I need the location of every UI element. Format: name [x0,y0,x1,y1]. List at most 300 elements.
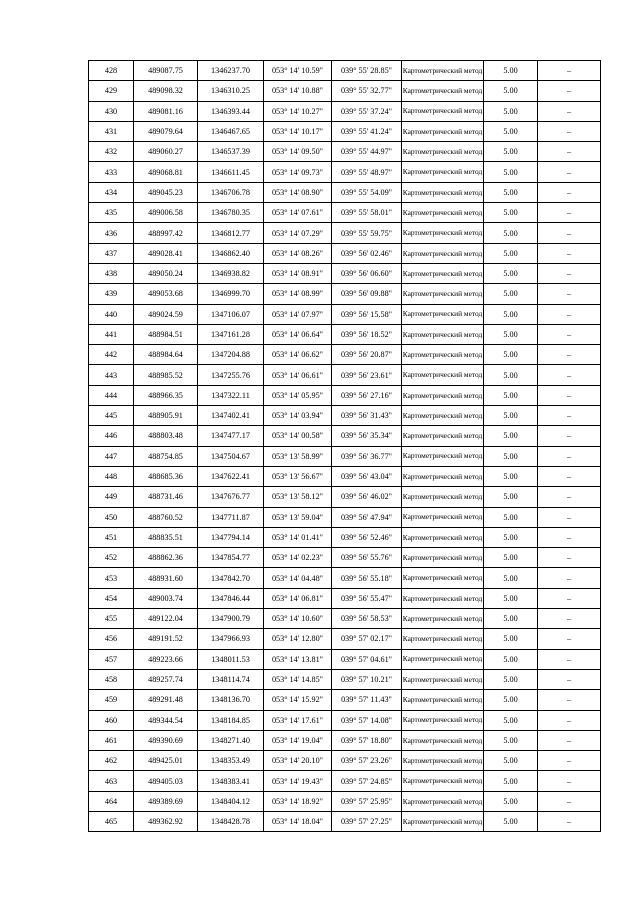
point-number-cell: 432 [89,142,134,162]
accuracy-cell: 5.00 [484,182,538,202]
table-row [89,426,601,446]
table-row [89,142,601,162]
table-row [89,284,601,304]
point-number-cell: 456 [89,629,134,649]
note-cell: – [538,446,601,466]
method-cell: Картометрический метод [402,324,484,344]
method-cell: Картометрический метод [402,730,484,750]
accuracy-cell: 5.00 [484,365,538,385]
method-cell: Картометрический метод [402,507,484,527]
table-row [89,263,601,283]
longitude-cell: 039° 56' 20.87" [332,345,402,365]
table-row [89,101,601,121]
method-cell: Картометрический метод [402,710,484,730]
x-coordinate-cell: 488905.91 [134,406,198,426]
x-coordinate-cell: 489122.04 [134,609,198,629]
accuracy-cell: 5.00 [484,588,538,608]
x-coordinate-cell: 489053.68 [134,284,198,304]
note-cell: – [538,81,601,101]
accuracy-cell: 5.00 [484,487,538,507]
longitude-cell: 039° 56' 46.02" [332,487,402,507]
latitude-cell: 053° 14' 09.50" [264,142,332,162]
longitude-cell: 039° 57' 02.17" [332,629,402,649]
y-coordinate-cell: 1346310.25 [198,81,264,101]
table-row [89,507,601,527]
point-number-cell: 444 [89,385,134,405]
latitude-cell: 053° 14' 07.29" [264,223,332,243]
note-cell: – [538,263,601,283]
method-cell: Картометрический метод [402,304,484,324]
accuracy-cell: 5.00 [484,669,538,689]
accuracy-cell: 5.00 [484,324,538,344]
point-number-cell: 464 [89,791,134,811]
note-cell: – [538,365,601,385]
y-coordinate-cell: 1346999.70 [198,284,264,304]
point-number-cell: 429 [89,81,134,101]
point-number-cell: 439 [89,284,134,304]
accuracy-cell: 5.00 [484,203,538,223]
x-coordinate-cell: 488862.36 [134,548,198,568]
method-cell: Картометрический метод [402,203,484,223]
y-coordinate-cell: 1347402.41 [198,406,264,426]
method-cell: Картометрический метод [402,182,484,202]
accuracy-cell: 5.00 [484,162,538,182]
accuracy-cell: 5.00 [484,263,538,283]
longitude-cell: 039° 56' 55.18" [332,568,402,588]
latitude-cell: 053° 14' 06.64" [264,324,332,344]
table-row [89,548,601,568]
method-cell: Картометрический метод [402,751,484,771]
x-coordinate-cell: 488966.35 [134,385,198,405]
accuracy-cell: 5.00 [484,730,538,750]
longitude-cell: 039° 57' 25.95" [332,791,402,811]
point-number-cell: 434 [89,182,134,202]
point-number-cell: 450 [89,507,134,527]
accuracy-cell: 5.00 [484,568,538,588]
x-coordinate-cell: 489079.64 [134,121,198,141]
point-number-cell: 465 [89,811,134,831]
accuracy-cell: 5.00 [484,81,538,101]
note-cell: – [538,609,601,629]
accuracy-cell: 5.00 [484,710,538,730]
note-cell: – [538,345,601,365]
note-cell: – [538,791,601,811]
longitude-cell: 039° 56' 35.34" [332,426,402,446]
latitude-cell: 053° 14' 08.90" [264,182,332,202]
point-number-cell: 454 [89,588,134,608]
point-number-cell: 430 [89,101,134,121]
note-cell: – [538,243,601,263]
table-row [89,649,601,669]
y-coordinate-cell: 1348404.12 [198,791,264,811]
method-cell: Картометрический метод [402,365,484,385]
note-cell: – [538,710,601,730]
x-coordinate-cell: 489291.48 [134,690,198,710]
longitude-cell: 039° 56' 15.58" [332,304,402,324]
method-cell: Картометрический метод [402,385,484,405]
point-number-cell: 451 [89,527,134,547]
table-row [89,162,601,182]
y-coordinate-cell: 1347322.11 [198,385,264,405]
table-row [89,121,601,141]
longitude-cell: 039° 55' 44.97" [332,142,402,162]
point-number-cell: 462 [89,751,134,771]
method-cell: Картометрический метод [402,162,484,182]
longitude-cell: 039° 57' 18.80" [332,730,402,750]
point-number-cell: 452 [89,548,134,568]
accuracy-cell: 5.00 [484,345,538,365]
table-row [89,446,601,466]
y-coordinate-cell: 1347106.07 [198,304,264,324]
accuracy-cell: 5.00 [484,446,538,466]
latitude-cell: 053° 14' 06.61" [264,365,332,385]
note-cell: – [538,548,601,568]
table-row [89,487,601,507]
accuracy-cell: 5.00 [484,771,538,791]
longitude-cell: 039° 56' 27.16" [332,385,402,405]
table-row [89,568,601,588]
note-cell: – [538,304,601,324]
x-coordinate-cell: 488731.46 [134,487,198,507]
point-number-cell: 442 [89,345,134,365]
latitude-cell: 053° 14' 02.23" [264,548,332,568]
y-coordinate-cell: 1346611.45 [198,162,264,182]
method-cell: Картометрический метод [402,487,484,507]
table-row [89,406,601,426]
y-coordinate-cell: 1347966.93 [198,629,264,649]
point-number-cell: 445 [89,406,134,426]
y-coordinate-cell: 1346938.82 [198,263,264,283]
method-cell: Картометрический метод [402,669,484,689]
note-cell: – [538,203,601,223]
table-row [89,669,601,689]
accuracy-cell: 5.00 [484,527,538,547]
latitude-cell: 053° 14' 17.61" [264,710,332,730]
table-row [89,771,601,791]
accuracy-cell: 5.00 [484,791,538,811]
table-row [89,385,601,405]
longitude-cell: 039° 56' 18.52" [332,324,402,344]
point-number-cell: 428 [89,61,134,81]
longitude-cell: 039° 56' 31.43" [332,406,402,426]
accuracy-cell: 5.00 [484,223,538,243]
x-coordinate-cell: 489362.92 [134,811,198,831]
x-coordinate-cell: 488985.52 [134,365,198,385]
point-number-cell: 449 [89,487,134,507]
x-coordinate-cell: 489068.81 [134,162,198,182]
longitude-cell: 039° 56' 55.76" [332,548,402,568]
x-coordinate-cell: 489081.16 [134,101,198,121]
y-coordinate-cell: 1347794.14 [198,527,264,547]
latitude-cell: 053° 14' 15.92" [264,690,332,710]
method-cell: Картометрический метод [402,609,484,629]
y-coordinate-cell: 1348114.74 [198,669,264,689]
note-cell: – [538,61,601,81]
latitude-cell: 053° 14' 13.81" [264,649,332,669]
latitude-cell: 053° 14' 19.43" [264,771,332,791]
note-cell: – [538,649,601,669]
longitude-cell: 039° 56' 52.46" [332,527,402,547]
table-row [89,243,601,263]
x-coordinate-cell: 488754.85 [134,446,198,466]
method-cell: Картометрический метод [402,548,484,568]
accuracy-cell: 5.00 [484,609,538,629]
longitude-cell: 039° 57' 11.43" [332,690,402,710]
note-cell: – [538,507,601,527]
method-cell: Картометрический метод [402,142,484,162]
y-coordinate-cell: 1347204.88 [198,345,264,365]
x-coordinate-cell: 489191.52 [134,629,198,649]
note-cell: – [538,142,601,162]
longitude-cell: 039° 56' 09.88" [332,284,402,304]
y-coordinate-cell: 1347711.87 [198,507,264,527]
point-number-cell: 438 [89,263,134,283]
longitude-cell: 039° 55' 28.85" [332,61,402,81]
table-row [89,61,601,81]
coordinates-table-body [89,61,601,832]
note-cell: – [538,406,601,426]
accuracy-cell: 5.00 [484,284,538,304]
y-coordinate-cell: 1348383.41 [198,771,264,791]
x-coordinate-cell: 489028.41 [134,243,198,263]
accuracy-cell: 5.00 [484,385,538,405]
note-cell: – [538,284,601,304]
note-cell: – [538,182,601,202]
point-number-cell: 457 [89,649,134,669]
method-cell: Картометрический метод [402,426,484,446]
x-coordinate-cell: 489344.54 [134,710,198,730]
coordinates-table [88,60,601,832]
point-number-cell: 433 [89,162,134,182]
method-cell: Картометрический метод [402,649,484,669]
table-row [89,466,601,486]
table-row [89,304,601,324]
point-number-cell: 441 [89,324,134,344]
y-coordinate-cell: 1346706.78 [198,182,264,202]
longitude-cell: 039° 57' 04.61" [332,649,402,669]
note-cell: – [538,568,601,588]
method-cell: Картометрический метод [402,588,484,608]
y-coordinate-cell: 1347504.67 [198,446,264,466]
accuracy-cell: 5.00 [484,811,538,831]
longitude-cell: 039° 55' 59.75" [332,223,402,243]
longitude-cell: 039° 55' 48.97" [332,162,402,182]
latitude-cell: 053° 14' 06.62" [264,345,332,365]
point-number-cell: 437 [89,243,134,263]
latitude-cell: 053° 13' 56.67" [264,466,332,486]
y-coordinate-cell: 1347676.77 [198,487,264,507]
latitude-cell: 053° 13' 59.04" [264,507,332,527]
y-coordinate-cell: 1347900.79 [198,609,264,629]
method-cell: Картометрический метод [402,466,484,486]
longitude-cell: 039° 57' 23.26" [332,751,402,771]
method-cell: Картометрический метод [402,345,484,365]
method-cell: Картометрический метод [402,791,484,811]
table-row [89,609,601,629]
longitude-cell: 039° 56' 47.94" [332,507,402,527]
x-coordinate-cell: 489405.03 [134,771,198,791]
latitude-cell: 053° 14' 14.85" [264,669,332,689]
accuracy-cell: 5.00 [484,304,538,324]
y-coordinate-cell: 1347477.17 [198,426,264,446]
latitude-cell: 053° 14' 01.41" [264,527,332,547]
y-coordinate-cell: 1348271.40 [198,730,264,750]
y-coordinate-cell: 1346862.40 [198,243,264,263]
point-number-cell: 435 [89,203,134,223]
latitude-cell: 053° 14' 12.80" [264,629,332,649]
y-coordinate-cell: 1346467.65 [198,121,264,141]
table-row [89,345,601,365]
latitude-cell: 053° 13' 58.99" [264,446,332,466]
x-coordinate-cell: 489389.69 [134,791,198,811]
note-cell: – [538,669,601,689]
table-row [89,811,601,831]
table-row [89,751,601,771]
note-cell: – [538,121,601,141]
note-cell: – [538,426,601,446]
y-coordinate-cell: 1347622.41 [198,466,264,486]
note-cell: – [538,223,601,243]
method-cell: Картометрический метод [402,81,484,101]
latitude-cell: 053° 14' 08.99" [264,284,332,304]
point-number-cell: 458 [89,669,134,689]
accuracy-cell: 5.00 [484,548,538,568]
latitude-cell: 053° 14' 09.73" [264,162,332,182]
longitude-cell: 039° 55' 58.01" [332,203,402,223]
point-number-cell: 448 [89,466,134,486]
longitude-cell: 039° 57' 14.08" [332,710,402,730]
latitude-cell: 053° 14' 06.81" [264,588,332,608]
x-coordinate-cell: 488984.51 [134,324,198,344]
latitude-cell: 053° 14' 18.92" [264,791,332,811]
longitude-cell: 039° 57' 24.85" [332,771,402,791]
longitude-cell: 039° 56' 55.47" [332,588,402,608]
x-coordinate-cell: 489045.23 [134,182,198,202]
y-coordinate-cell: 1347161.28 [198,324,264,344]
longitude-cell: 039° 56' 36.77" [332,446,402,466]
y-coordinate-cell: 1347842.70 [198,568,264,588]
table-row [89,629,601,649]
x-coordinate-cell: 488835.51 [134,527,198,547]
x-coordinate-cell: 489050.24 [134,263,198,283]
method-cell: Картометрический метод [402,771,484,791]
point-number-cell: 447 [89,446,134,466]
x-coordinate-cell: 489257.74 [134,669,198,689]
table-row [89,324,601,344]
latitude-cell: 053° 13' 58.12" [264,487,332,507]
latitude-cell: 053° 14' 08.91" [264,263,332,283]
table-row [89,223,601,243]
point-number-cell: 446 [89,426,134,446]
longitude-cell: 039° 57' 10.21" [332,669,402,689]
table-row [89,730,601,750]
accuracy-cell: 5.00 [484,121,538,141]
x-coordinate-cell: 489006.58 [134,203,198,223]
point-number-cell: 461 [89,730,134,750]
y-coordinate-cell: 1348011.53 [198,649,264,669]
latitude-cell: 053° 14' 10.60" [264,609,332,629]
longitude-cell: 039° 57' 27.25" [332,811,402,831]
table-row [89,588,601,608]
longitude-cell: 039° 55' 37.24" [332,101,402,121]
y-coordinate-cell: 1346812.77 [198,223,264,243]
point-number-cell: 459 [89,690,134,710]
y-coordinate-cell: 1347846.44 [198,588,264,608]
accuracy-cell: 5.00 [484,751,538,771]
latitude-cell: 053° 14' 07.61" [264,203,332,223]
longitude-cell: 039° 56' 58.53" [332,609,402,629]
point-number-cell: 453 [89,568,134,588]
accuracy-cell: 5.00 [484,629,538,649]
method-cell: Картометрический метод [402,121,484,141]
latitude-cell: 053° 14' 18.04" [264,811,332,831]
note-cell: – [538,487,601,507]
longitude-cell: 039° 56' 43.04" [332,466,402,486]
latitude-cell: 053° 14' 04.48" [264,568,332,588]
method-cell: Картометрический метод [402,406,484,426]
accuracy-cell: 5.00 [484,61,538,81]
method-cell: Картометрический метод [402,101,484,121]
latitude-cell: 053° 14' 10.59" [264,61,332,81]
x-coordinate-cell: 488760.52 [134,507,198,527]
x-coordinate-cell: 488685.36 [134,466,198,486]
method-cell: Картометрический метод [402,223,484,243]
point-number-cell: 455 [89,609,134,629]
y-coordinate-cell: 1348428.78 [198,811,264,831]
longitude-cell: 039° 56' 06.60" [332,263,402,283]
accuracy-cell: 5.00 [484,426,538,446]
y-coordinate-cell: 1347255.76 [198,365,264,385]
y-coordinate-cell: 1348136.70 [198,690,264,710]
accuracy-cell: 5.00 [484,466,538,486]
accuracy-cell: 5.00 [484,507,538,527]
note-cell: – [538,811,601,831]
longitude-cell: 039° 56' 23.61" [332,365,402,385]
method-cell: Картометрический метод [402,243,484,263]
note-cell: – [538,527,601,547]
method-cell: Картометрический метод [402,568,484,588]
note-cell: – [538,771,601,791]
table-row [89,527,601,547]
point-number-cell: 436 [89,223,134,243]
accuracy-cell: 5.00 [484,406,538,426]
longitude-cell: 039° 55' 32.77" [332,81,402,101]
latitude-cell: 053° 14' 03.94" [264,406,332,426]
note-cell: – [538,629,601,649]
latitude-cell: 053° 14' 08.26" [264,243,332,263]
x-coordinate-cell: 489390.69 [134,730,198,750]
longitude-cell: 039° 55' 54.09" [332,182,402,202]
x-coordinate-cell: 488931.60 [134,568,198,588]
accuracy-cell: 5.00 [484,142,538,162]
x-coordinate-cell: 489024.59 [134,304,198,324]
method-cell: Картометрический метод [402,811,484,831]
point-number-cell: 440 [89,304,134,324]
x-coordinate-cell: 489003.74 [134,588,198,608]
table-row [89,365,601,385]
method-cell: Картометрический метод [402,629,484,649]
accuracy-cell: 5.00 [484,101,538,121]
method-cell: Картометрический метод [402,690,484,710]
table-row [89,791,601,811]
accuracy-cell: 5.00 [484,243,538,263]
y-coordinate-cell: 1346237.70 [198,61,264,81]
x-coordinate-cell: 489098.32 [134,81,198,101]
method-cell: Картометрический метод [402,61,484,81]
latitude-cell: 053° 14' 05.95" [264,385,332,405]
x-coordinate-cell: 488984.64 [134,345,198,365]
note-cell: – [538,751,601,771]
